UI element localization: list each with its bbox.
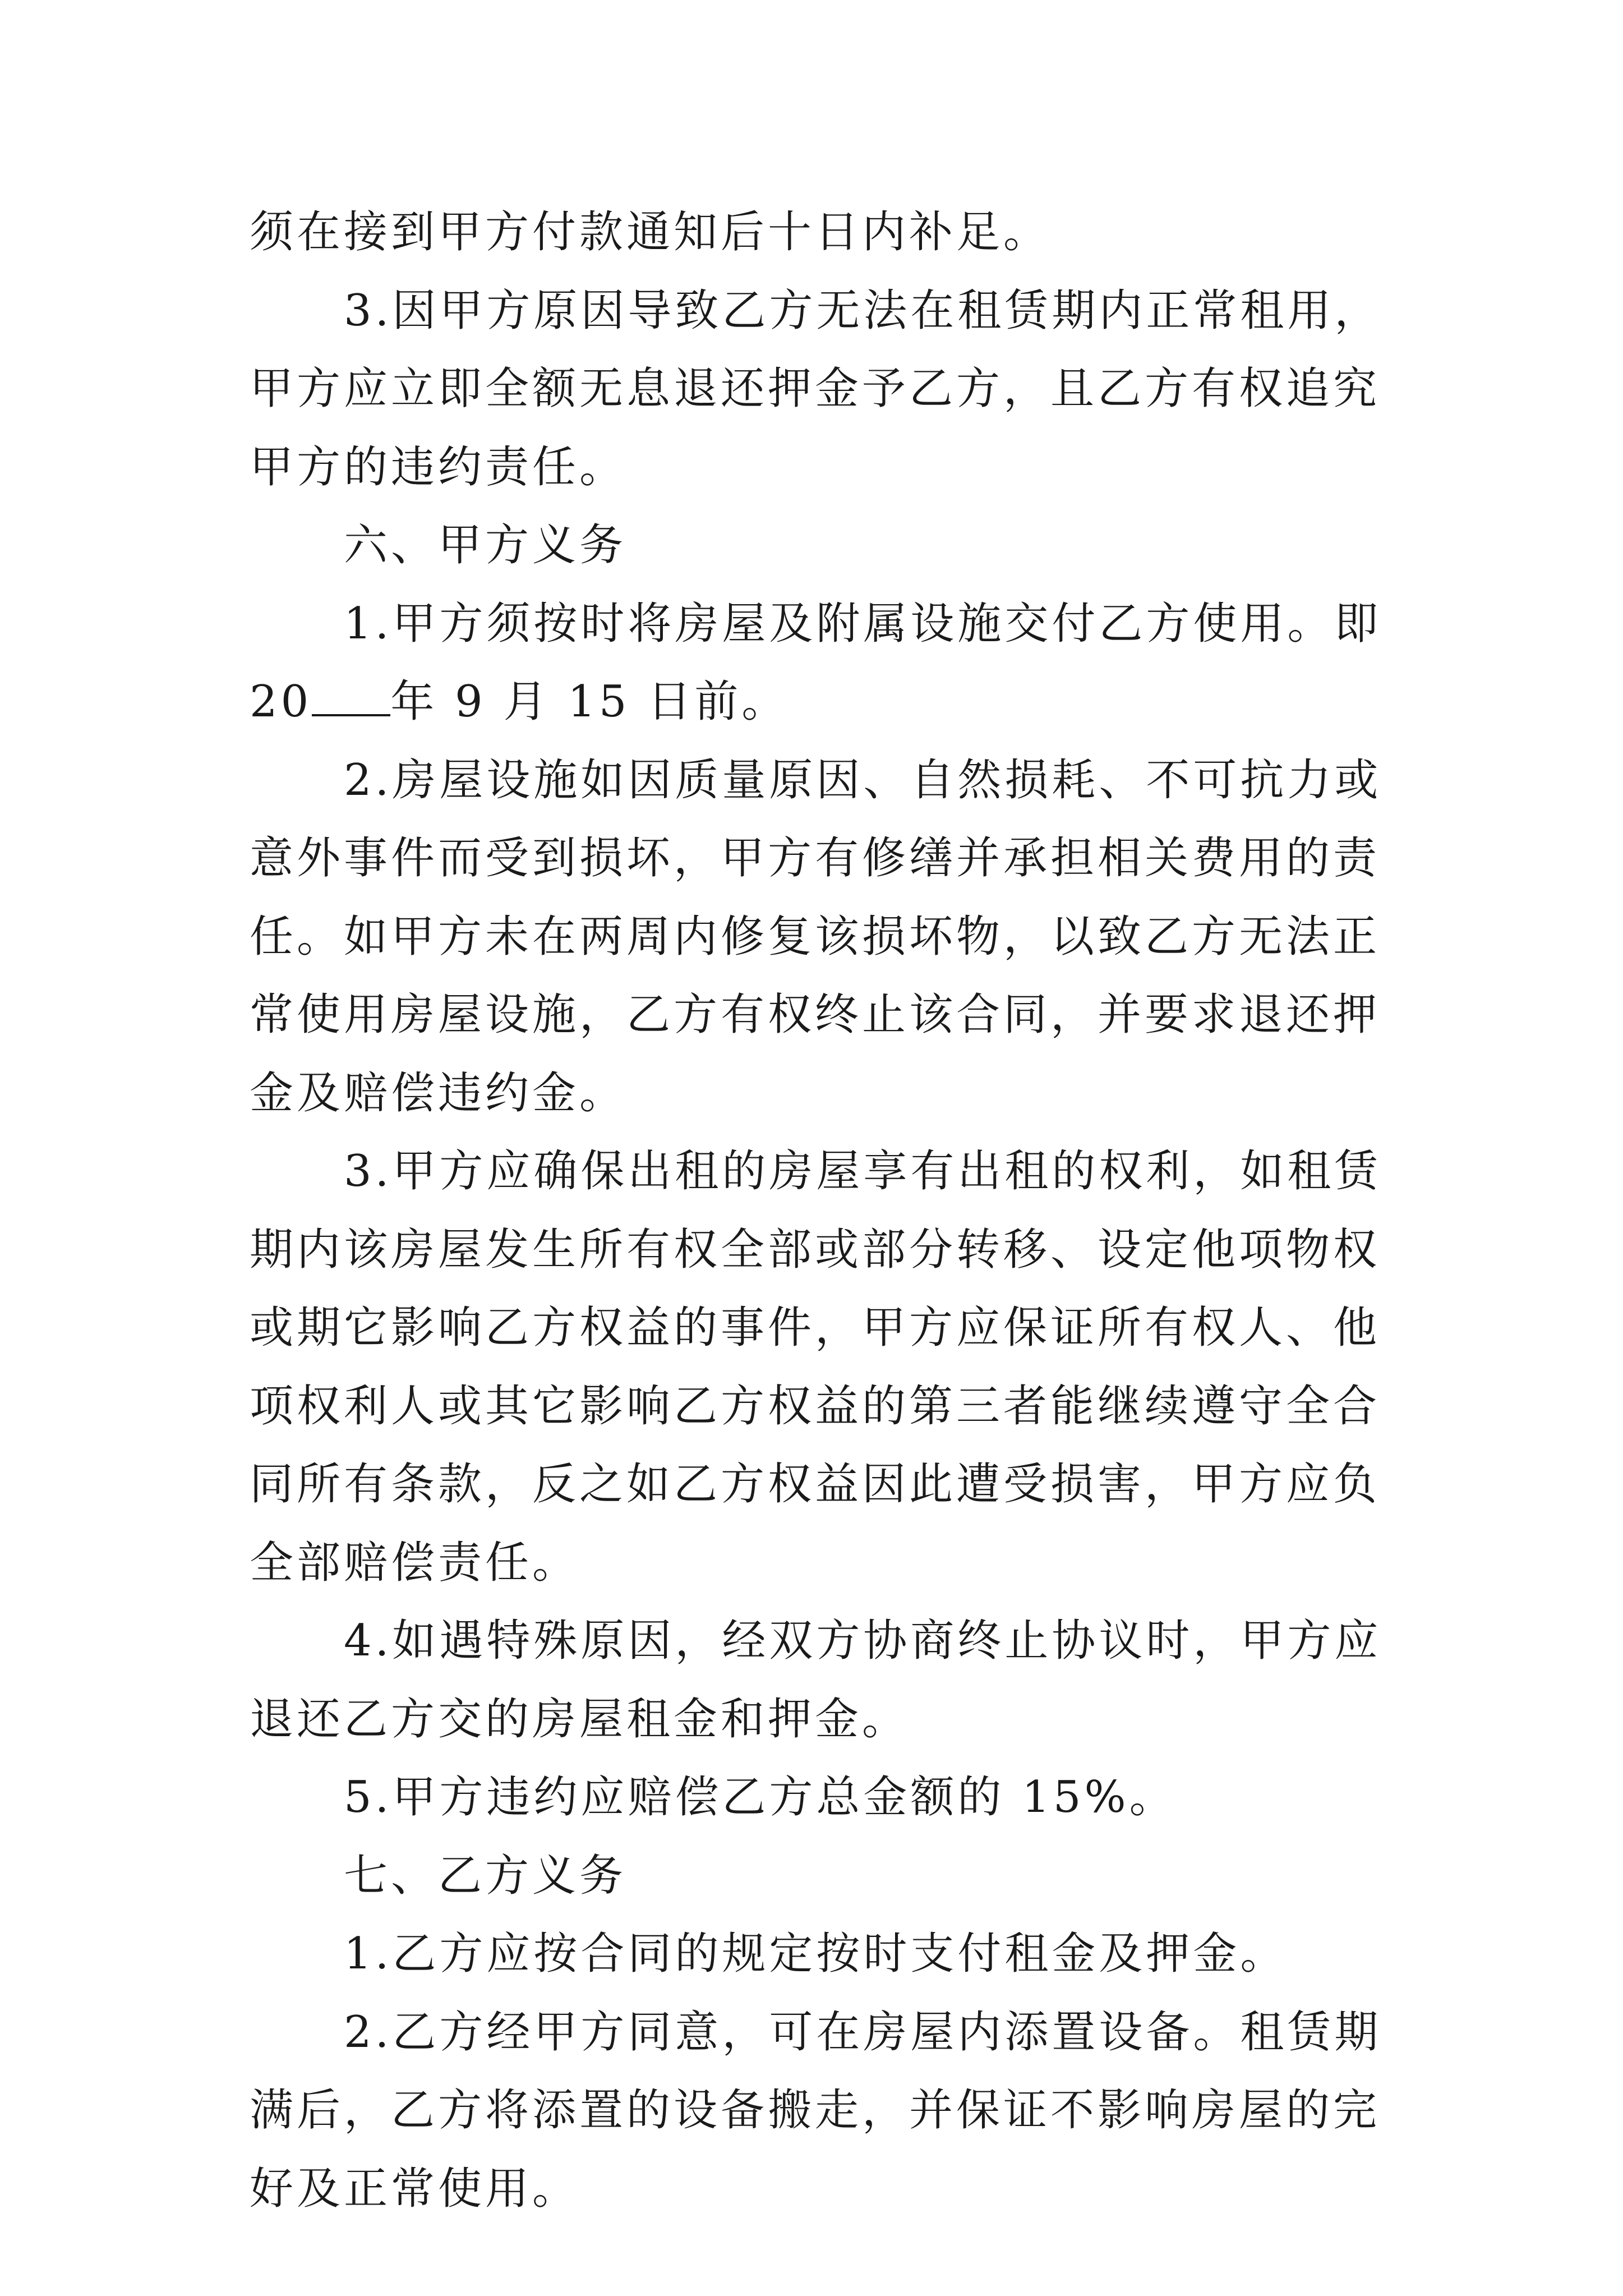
paragraph-deposit-topup: 须在接到甲方付款通知后十日内补足。 <box>250 207 1051 257</box>
paragraph-party-a-penalty: 5.甲方违约应赔偿乙方总金额的 15%。 <box>344 1772 1177 1823</box>
paragraph-deposit-refund: 3.因甲方原因导致乙方无法在租赁期内正常租用，甲方应立即全额无息退还押金予乙方，且乙方有权追究甲方的违约责任。 <box>250 285 1382 493</box>
paragraph-lease-rights: 3.甲方应确保出租的房屋享有出租的权利，如租赁期内该房屋发生所有权全部或部分转移、设定他项物权或期它影响乙方权益的事件，甲方应保证所有权人、他项权利人或其它影响乙方权益的第三者能继续遵守全合同所有条款，反之如乙方权益因此遭受损害，甲方应负全部赔偿责任。 <box>250 1146 1382 1588</box>
section-heading-party-a-obligations: 六、甲方义务 <box>344 520 627 570</box>
paragraph-delivery-date <box>250 585 1405 742</box>
paragraph-rent-payment: 1.乙方应按合同的规定按时支付租金及押金。 <box>344 1929 1288 1979</box>
delivery-date-text-after: 年 9 月 15 日前。 <box>390 677 789 727</box>
section-heading-party-b-obligations: 七、乙方义务 <box>344 1850 627 1901</box>
delivery-date-text-before: 1.甲方须按时将房屋及附属设施交付乙方使用。即 20 <box>250 598 1382 727</box>
document-body <box>250 194 1405 2228</box>
paragraph-equipment-installation: 2.乙方经甲方同意，可在房屋内添置设备。租赁期满后，乙方将添置的设备搬走，并保证不影响房屋的完好及正常使用。 <box>250 2007 1382 2214</box>
paragraph-repair-responsibility: 2.房屋设施如因质量原因、自然损耗、不可抗力或意外事件而受到损坏，甲方有修缮并承担相关费用的责任。如甲方未在两周内修复该损坏物，以致乙方无法正常使用房屋设施，乙方有权终止该合同，并要求退还押金及赔偿违约金。 <box>250 754 1382 1119</box>
year-blank-line <box>312 680 390 716</box>
paragraph-termination-refund: 4.如遇特殊原因，经双方协商终止协议时，甲方应退还乙方交的房屋租金和押金。 <box>250 1616 1382 1745</box>
